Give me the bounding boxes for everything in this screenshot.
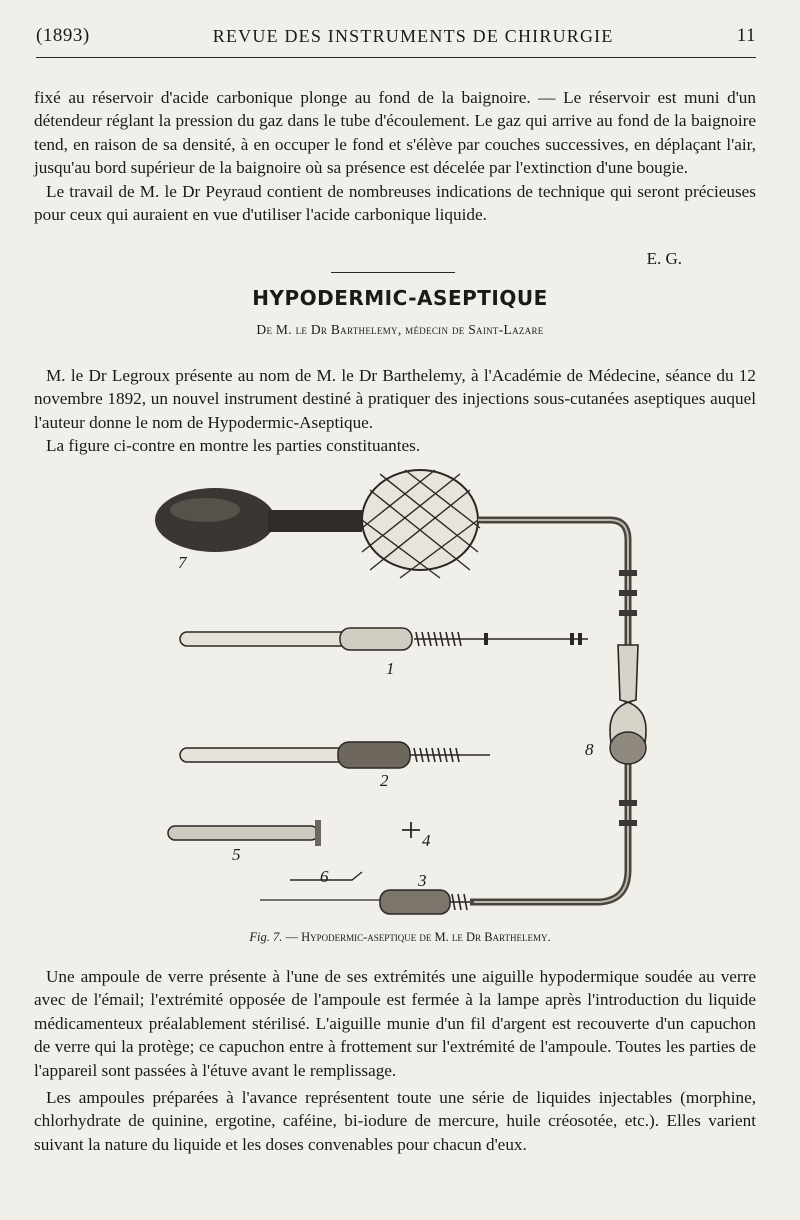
intro-paragraph-2: Le travail de M. le Dr Peyraud contient de nombreuses indications de technique qui seront précieuses pour ceux qui auraient en vue d'utiliser l'acide carbonique liquide. xyxy=(34,181,756,225)
article-paragraph-1: M. le Dr Legroux présente au nom de M. le Dr Barthelemy, à l'Académie de Médecine, séance du 12 novembre 1892, un nouvel instrument destiné à pratiquer des injections sous-cutanées aseptiques auquel l'auteur donne le nom de Hypodermic-Aseptique. xyxy=(34,366,756,432)
rubber-bulb xyxy=(155,488,362,552)
needle-part xyxy=(402,822,420,838)
figure-caption xyxy=(0,930,800,945)
closing-paragraph-2: Les ampoules préparées à l'avance représentent toute une série de liquides injectables (morphine, chlorhydrate de quinine, ergotine, caféine, bi-iodure de mercure, huile créosotée, etc.). Elles varient suivant la nature du liquide et les doses convenables pour chacun d'eux. xyxy=(34,1088,756,1154)
mounted-ampoule xyxy=(260,890,474,914)
figure-label-6: 6 xyxy=(320,867,329,886)
header-rule xyxy=(36,57,756,58)
closing-text xyxy=(34,965,756,1156)
figure-label-2: 2 xyxy=(380,771,389,790)
header-year: (1893) xyxy=(36,25,90,46)
figure-label-4: 4 xyxy=(422,831,431,850)
figure-label-1: 1 xyxy=(386,659,395,678)
rubber-tube xyxy=(470,520,637,902)
figure-label-7: 7 xyxy=(178,553,187,572)
figure-label-8: 8 xyxy=(585,740,594,759)
article-paragraph-2: La figure ci-contre en montre les parties constituantes. xyxy=(46,436,421,456)
signature: E. G. xyxy=(646,249,682,268)
article-byline: De M. le Dr Barthelemy, médecin de Saint-Lazare xyxy=(256,322,544,337)
figure-label-5: 5 xyxy=(232,845,241,864)
journal-title: REVUE DES INSTRUMENTS DE CHIRURGIE xyxy=(212,25,614,46)
ampoule-filled xyxy=(180,742,490,768)
glass-chamber xyxy=(610,645,646,764)
instrument-illustration xyxy=(140,460,660,930)
filter-net xyxy=(362,470,480,578)
article-intro xyxy=(34,364,756,458)
running-header xyxy=(36,18,756,54)
ampoule-with-cap xyxy=(180,628,588,650)
caption-text: — Hypodermic-aseptique de M. le Dr Barthelemy. xyxy=(285,930,551,944)
page-number: 11 xyxy=(736,25,756,46)
figure-label-3: 3 xyxy=(418,871,427,890)
intro-text xyxy=(34,86,756,226)
article-title: HYPODERMIC-ASEPTIQUE xyxy=(252,286,548,310)
closing-paragraph-1: Une ampoule de verre présente à l'une de ses extrémités une aiguille hypodermique soudée au verre avec de l'émail; l'extrémité opposée de l'ampoule est fermée à la lampe après l'introduction du liquide médicamenteux préalablement stérilisé. L'aiguille munie d'un fil d'argent est recouverte d'un capuchon de verre qui la protège; ce capuchon entre à frottement sur l'extrémité de l'ampoule. Toutes les parties de l'appareil sont passées à l'étuve avant le remplissage. xyxy=(34,967,756,1080)
section-rule xyxy=(331,272,455,273)
intro-paragraph-1: fixé au réservoir d'acide carbonique plonge au fond de la baignoire. — Le réservoir est muni d'un détendeur réglant la pression du gaz dans le tube d'écoulement. Le gaz qui arrive au fond de la baignoire tend, en raison de sa densité, à en occuper le fond et s'élève par couches successives, en déplaçant l'air, jusqu'au bord supérieur de la baignoire où sa présence est décelée par l'extinction d'une bougie. xyxy=(34,88,756,178)
caption-figure-number: Fig. 7. xyxy=(249,930,283,944)
glass-cap xyxy=(168,820,321,846)
